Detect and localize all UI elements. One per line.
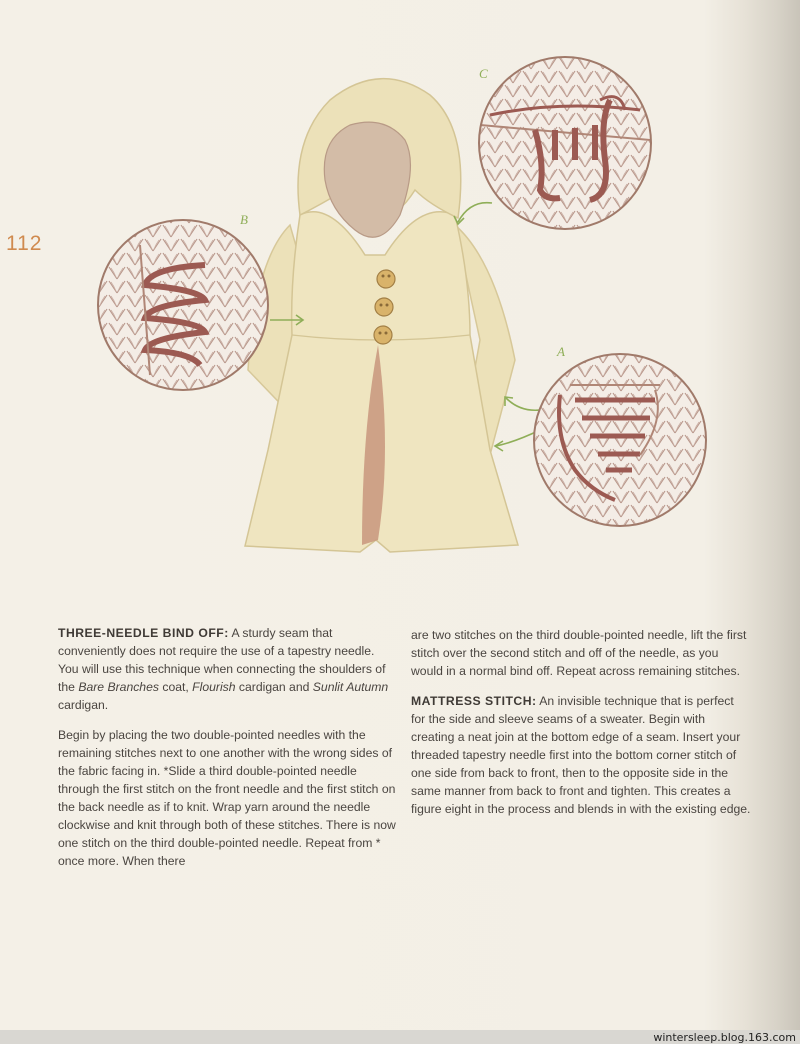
instructions-continued-paragraph: are two stitches on the third double-pointed needle, lift the first stitch over the second stitch and off of the needle, as you would in a normal bind off. Repeat across remaining stitches.	[411, 628, 747, 678]
figure-label-a: A	[557, 344, 565, 359]
coat-drawing	[245, 79, 518, 552]
detail-circle-b	[98, 220, 268, 390]
figure-label-c: C	[479, 66, 488, 81]
three-needle-bind-off-paragraph: THREE-NEEDLE BIND OFF: A sturdy seam that conveniently does not require the use of a tapestry needle. You will use this technique when connecting the shoulders of the Bare Branches coat, Flourish cardigan and Sunlit Autumn cardigan.	[58, 626, 389, 712]
coat-button	[377, 270, 395, 288]
section-heading: THREE-NEEDLE BIND OFF:	[58, 626, 229, 640]
figure-label-b: B	[240, 212, 248, 227]
page-number: 112	[6, 232, 43, 255]
mattress-stitch-paragraph: MATTRESS STITCH: An invisible technique that is perfect for the side and sleeve seams of a sweater. Begin with creating a neat join at the bottom edge of a seam. Insert your threaded tapestry needle first into the bottom corner stitch of one side from back to front, then to the opposite side in the same manner from back to front and tighten. This creates a figure eight in the process and blends in with the existing edge.	[411, 694, 751, 816]
instructions-paragraph: Begin by placing the two double-pointed needles with the remaining stitches next to one another with the wrong sides of the fabric facing in. *Slide a third double-pointed needle through the first stitch on the front needle and the first stitch on the back needle as if to knit. Wrap yarn around the needle clockwise and knit through both of these stitches. There is now one stitch on the third double-pointed needle. Repeat from * once more. When there	[58, 728, 396, 868]
detail-circle-c	[479, 57, 651, 229]
right-text-column	[411, 626, 751, 830]
section-heading: MATTRESS STITCH:	[411, 694, 537, 708]
detail-circle-a	[534, 354, 706, 526]
curved-arrow-icon	[505, 397, 540, 410]
watermark: wintersleep.blog.163.com	[653, 1031, 796, 1044]
coat-button	[374, 326, 392, 344]
left-text-column	[58, 624, 398, 882]
coat-button	[375, 298, 393, 316]
